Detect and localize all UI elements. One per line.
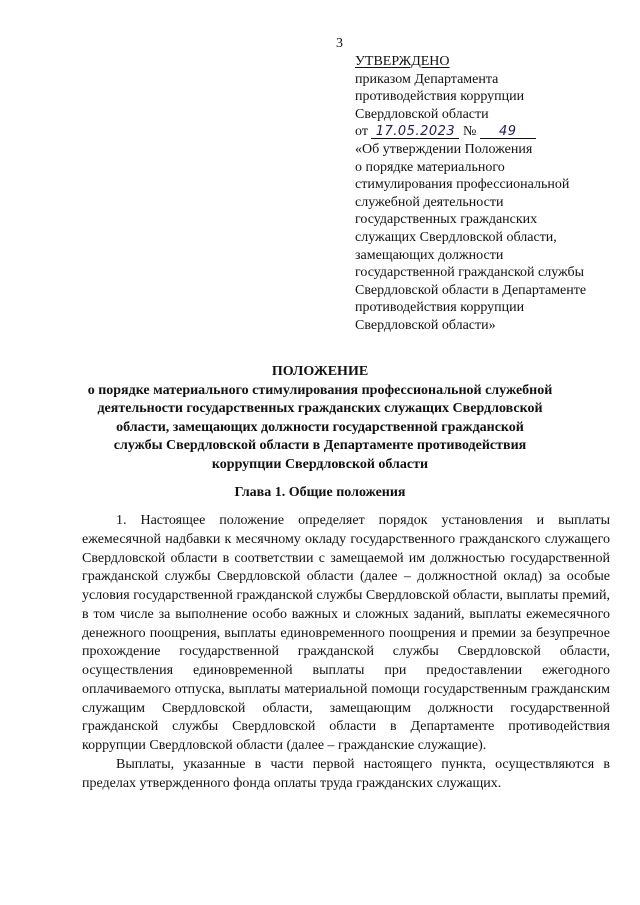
document-subtitle-line: службы Свердловской области в Департаменте противодействия: [113, 438, 527, 453]
decree-date-number-line: [355, 123, 615, 141]
document-subtitle-line: области, замещающих должности государственной гражданской: [116, 419, 524, 435]
number-label: №: [462, 124, 477, 140]
chapter-heading: Глава 1. Общие положения: [234, 485, 406, 500]
approval-title-line: «Об утверждении Положения: [355, 141, 533, 157]
paragraph: 1. Настоящее положение определяет порядок установления и выплаты ежемесячной надбавки к месячному окладу государственного гражданского служащего Свердловской области в соответствии с замещаемой им должностью государственной гражданской службы Свердловской области (далее – должностной оклад) за особые условия государственной гражданской службы Свердловской области, выплаты премий, в том числе за выполнение особо важных и сложных заданий, выплаты ежемесячного денежного поощрения, выплаты единовременного поощрения и премии за безупречное прохождение государственной гражданской службы Свердловской области, осуществления единовременной выплаты при предоставлении ежегодного оплачиваемого отпуска, выплаты материальной помощи государственным гражданским служащим Свердловской области, замещающим должности государственной гражданской службы Свердловской области в Департаменте противодействия коррупции Свердловской области (далее – гражданские служащие).: [82, 513, 610, 753]
approval-line: приказом Департамента: [355, 71, 499, 87]
approval-title-line: стимулирования профессиональной: [355, 177, 570, 193]
approval-title-line: служащих Свердловской области,: [355, 229, 557, 245]
approval-title-line: замещающих должности: [355, 247, 504, 263]
approval-title-line: государственных гражданских: [355, 212, 538, 228]
decree-date-field: [371, 125, 459, 139]
decree-number-field: [480, 125, 536, 139]
document-subtitle-line: о порядке материального стимулирования профессиональной служебной: [87, 382, 553, 398]
approval-line: Свердловской области: [355, 106, 489, 122]
document-body: [82, 512, 610, 793]
page-number: 3: [336, 36, 343, 51]
document-subtitle-line: коррупции Свердловской области: [211, 456, 429, 472]
approval-heading: УТВЕРЖДЕНО: [355, 54, 450, 69]
decree-number-handwritten: 49: [499, 124, 517, 140]
document-title: ПОЛОЖЕНИЕ: [271, 364, 369, 379]
approval-line: противодействия коррупции: [355, 89, 525, 105]
approval-title-line: государственной гражданской службы: [355, 265, 585, 281]
approval-title-line: противодействия коррупции: [355, 300, 525, 316]
from-label: от: [355, 124, 368, 140]
document-title-block: [60, 363, 580, 474]
approval-title-line: о порядке материального: [355, 159, 505, 175]
approval-title-line: Свердловской области в Департаменте: [355, 282, 587, 298]
approval-block: [355, 53, 615, 335]
document-subtitle-line: деятельности государственных гражданских служащих Свердловской: [97, 401, 543, 416]
decree-date-handwritten: 17.05.2023: [375, 124, 456, 140]
approval-title-line: служебной деятельности: [355, 194, 504, 210]
paragraph: Выплаты, указанные в части первой настоящего пункта, осуществляются в пределах утвержденного фонда оплаты труда гражданских служащих.: [82, 756, 610, 791]
approval-title-line: Свердловской области»: [355, 317, 496, 333]
